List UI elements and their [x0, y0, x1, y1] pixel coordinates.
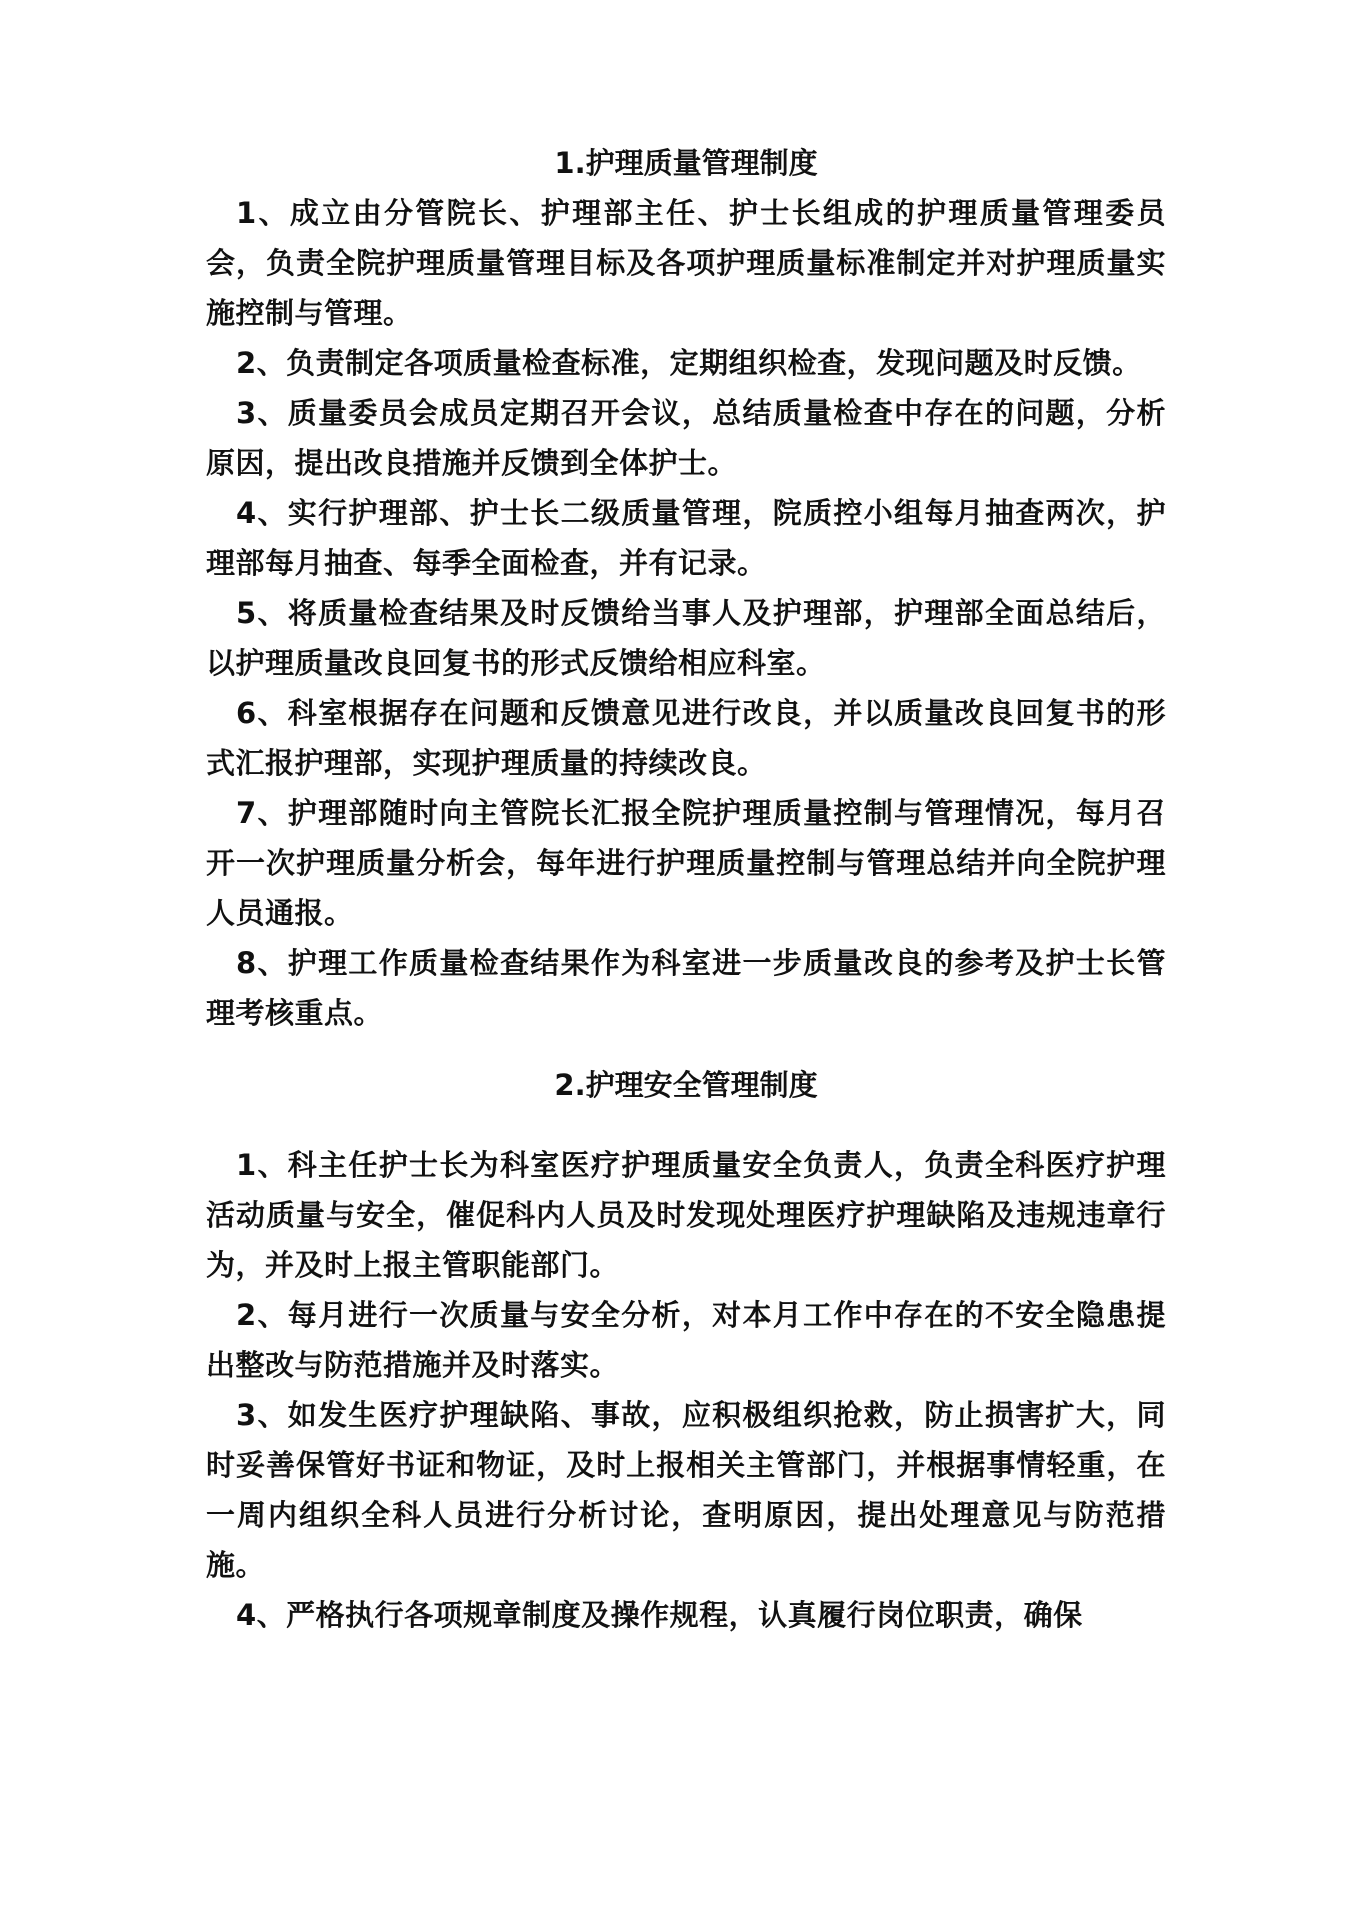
quality-item-7: 7、护理部随时向主管院长汇报全院护理质量控制与管理情况，每月召开一次护理质量分析会，每年进行护理质量控制与管理总结并向全院护理人员通报。 — [206, 796, 1166, 930]
safety-item-3: 3、如发生医疗护理缺陷、事故，应积极组织抢救，防止损害扩大，同时妥善保管好书证和物证，及时上报相关主管部门，并根据事情轻重，在一周内组织全科人员进行分析讨论，查明原因，提出处理意见与防范措施。 — [206, 1398, 1166, 1582]
quality-item-8: 8、护理工作质量检查结果作为科室进一步质量改良的参考及护士长管理考核重点。 — [206, 946, 1166, 1030]
quality-item-1: 1、成立由分管院长、护理部主任、护士长组成的护理质量管理委员会，负责全院护理质量管理目标及各项护理质量标准制定并对护理质量实施控制与管理。 — [206, 196, 1166, 330]
section-title-safety: 2.护理安全管理制度 — [554, 1068, 818, 1102]
safety-item-4: 4、严格执行各项规章制度及操作规程，认真履行岗位职责，确保 — [236, 1598, 1083, 1632]
quality-item-5: 5、将质量检查结果及时反馈给当事人及护理部，护理部全面总结后，以护理质量改良回复书的形式反馈给相应科室。 — [206, 596, 1166, 680]
safety-item-1: 1、科主任护士长为科室医疗护理质量安全负责人，负责全科医疗护理活动质量与安全，催促科内人员及时发现处理医疗护理缺陷及违规违章行为，并及时上报主管职能部门。 — [206, 1148, 1166, 1282]
quality-item-6: 6、科室根据存在问题和反馈意见进行改良，并以质量改良回复书的形式汇报护理部，实现护理质量的持续改良。 — [206, 696, 1166, 780]
quality-item-2: 2、负责制定各项质量检查标准，定期组织检查，发现问题及时反馈。 — [236, 346, 1142, 380]
section-title-quality: 1.护理质量管理制度 — [554, 146, 818, 180]
document-body — [206, 138, 1166, 1640]
safety-item-2: 2、每月进行一次质量与安全分析，对本月工作中存在的不安全隐患提出整改与防范措施并及时落实。 — [206, 1298, 1166, 1382]
quality-item-3: 3、质量委员会成员定期召开会议，总结质量检查中存在的问题，分析原因，提出改良措施并反馈到全体护士。 — [206, 396, 1166, 480]
quality-item-4: 4、实行护理部、护士长二级质量管理，院质控小组每月抽查两次，护理部每月抽查、每季全面检查，并有记录。 — [206, 496, 1166, 580]
